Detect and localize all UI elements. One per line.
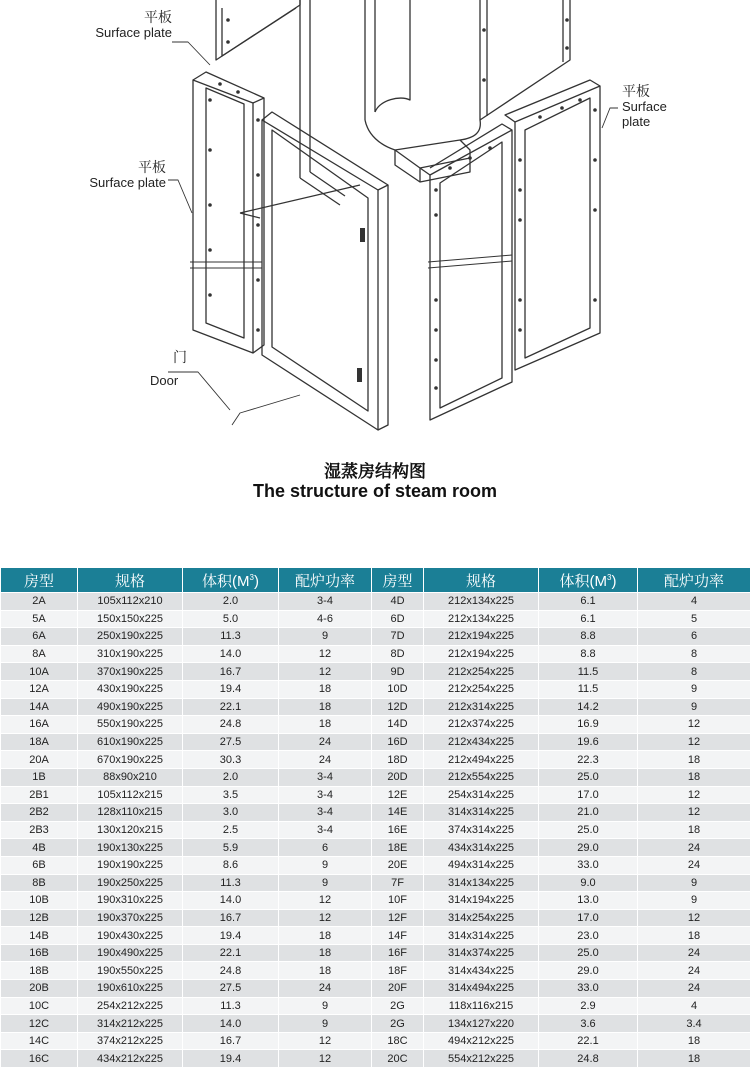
cell-room-type: 4B <box>1 839 77 856</box>
cell-heater-power: 18 <box>279 945 371 962</box>
cell-size: 254x314x225 <box>424 787 538 804</box>
cell-volume: 19.4 <box>183 927 278 944</box>
cell-room-type: 20C <box>372 1050 423 1067</box>
table-row <box>1 681 750 698</box>
exploded-view-drawing <box>0 0 750 450</box>
cell-heater-power: 18 <box>279 927 371 944</box>
cell-heater-power: 6 <box>638 628 750 645</box>
cell-volume: 2.5 <box>183 822 278 839</box>
table-row <box>1 646 750 663</box>
cell-volume: 6.1 <box>539 611 637 628</box>
cell-size: 212x194x225 <box>424 646 538 663</box>
table-row <box>1 716 750 733</box>
cell-volume: 29.0 <box>539 839 637 856</box>
cell-heater-power: 4-6 <box>279 611 371 628</box>
table-row <box>1 910 750 927</box>
cell-size: 212x314x225 <box>424 699 538 716</box>
cell-room-type: 16D <box>372 734 423 751</box>
cell-room-type: 8D <box>372 646 423 663</box>
cell-heater-power: 3-4 <box>279 593 371 610</box>
cell-size: 212x254x225 <box>424 681 538 698</box>
cell-size: 494x212x225 <box>424 1033 538 1050</box>
cell-heater-power: 4 <box>638 998 750 1015</box>
cell-heater-power: 24 <box>638 962 750 979</box>
cell-volume: 14.2 <box>539 699 637 716</box>
table-row <box>1 927 750 944</box>
table-row <box>1 998 750 1015</box>
table-row <box>1 769 750 786</box>
header-size: 规格 <box>78 568 182 592</box>
cell-room-type: 12F <box>372 910 423 927</box>
cell-heater-power: 4 <box>638 593 750 610</box>
cell-room-type: 6D <box>372 611 423 628</box>
cell-heater-power: 3-4 <box>279 822 371 839</box>
cell-room-type: 16C <box>1 1050 77 1067</box>
cell-room-type: 18F <box>372 962 423 979</box>
cell-size: 370x190x225 <box>78 663 182 680</box>
cell-heater-power: 18 <box>638 927 750 944</box>
cell-heater-power: 9 <box>638 892 750 909</box>
cell-heater-power: 5 <box>638 611 750 628</box>
cell-heater-power: 3.4 <box>638 1015 750 1032</box>
label-en-line2: plate <box>622 114 651 129</box>
cell-room-type: 7D <box>372 628 423 645</box>
cell-volume: 25.0 <box>539 945 637 962</box>
cell-heater-power: 12 <box>279 892 371 909</box>
cell-volume: 29.0 <box>539 962 637 979</box>
table-row <box>1 734 750 751</box>
cell-size: 434x314x225 <box>424 839 538 856</box>
cell-volume: 19.6 <box>539 734 637 751</box>
cell-size: 314x314x225 <box>424 804 538 821</box>
cell-room-type: 16B <box>1 945 77 962</box>
cell-size: 190x370x225 <box>78 910 182 927</box>
cell-room-type: 2A <box>1 593 77 610</box>
cell-size: 212x374x225 <box>424 716 538 733</box>
cell-room-type: 2B3 <box>1 822 77 839</box>
cell-size: 314x374x225 <box>424 945 538 962</box>
cell-volume: 8.8 <box>539 628 637 645</box>
table-row <box>1 628 750 645</box>
cell-room-type: 20F <box>372 980 423 997</box>
cell-volume: 25.0 <box>539 769 637 786</box>
cell-size: 212x134x225 <box>424 611 538 628</box>
cell-size: 118x116x215 <box>424 998 538 1015</box>
cell-volume: 3.5 <box>183 787 278 804</box>
cell-room-type: 10A <box>1 663 77 680</box>
caption-chinese: 湿蒸房结构图 <box>324 462 426 481</box>
cell-heater-power: 3-4 <box>279 769 371 786</box>
cell-heater-power: 18 <box>279 681 371 698</box>
cell-heater-power: 18 <box>638 769 750 786</box>
cell-size: 610x190x225 <box>78 734 182 751</box>
cell-size: 150x150x225 <box>78 611 182 628</box>
cell-volume: 14.0 <box>183 646 278 663</box>
cell-room-type: 10C <box>1 998 77 1015</box>
cell-volume: 11.3 <box>183 628 278 645</box>
table-row <box>1 663 750 680</box>
cell-volume: 24.8 <box>183 962 278 979</box>
label-cn: 平板 <box>622 83 650 99</box>
cell-room-type: 14E <box>372 804 423 821</box>
cell-room-type: 18B <box>1 962 77 979</box>
cell-volume: 9.0 <box>539 875 637 892</box>
label-surface-plate-top <box>84 10 172 40</box>
cell-volume: 19.4 <box>183 1050 278 1067</box>
cell-size: 254x212x225 <box>78 998 182 1015</box>
cell-volume: 16.7 <box>183 663 278 680</box>
cell-room-type: 20E <box>372 857 423 874</box>
cell-heater-power: 12 <box>638 734 750 751</box>
cell-room-type: 18A <box>1 734 77 751</box>
table-row <box>1 1015 750 1032</box>
cell-room-type: 12C <box>1 1015 77 1032</box>
cell-volume: 23.0 <box>539 927 637 944</box>
cell-room-type: 18E <box>372 839 423 856</box>
cell-size: 105x112x210 <box>78 593 182 610</box>
cell-room-type: 14B <box>1 927 77 944</box>
cell-size: 190x610x225 <box>78 980 182 997</box>
cell-room-type: 20D <box>372 769 423 786</box>
cell-volume: 3.0 <box>183 804 278 821</box>
cell-volume: 22.1 <box>183 945 278 962</box>
cell-heater-power: 12 <box>638 910 750 927</box>
cell-room-type: 20B <box>1 980 77 997</box>
label-cn: 平板 <box>144 9 172 25</box>
cell-size: 314x194x225 <box>424 892 538 909</box>
cell-room-type: 16A <box>1 716 77 733</box>
cell-room-type: 2G <box>372 1015 423 1032</box>
cell-heater-power: 12 <box>638 804 750 821</box>
cell-room-type: 1B <box>1 769 77 786</box>
cell-room-type: 14D <box>372 716 423 733</box>
cell-heater-power: 18 <box>638 751 750 768</box>
cell-room-type: 8A <box>1 646 77 663</box>
cell-room-type: 2G <box>372 998 423 1015</box>
cell-size: 374x212x225 <box>78 1033 182 1050</box>
cell-volume: 24.8 <box>183 716 278 733</box>
cell-room-type: 9D <box>372 663 423 680</box>
cell-volume: 33.0 <box>539 857 637 874</box>
header-volume-text: 体积(M <box>559 572 608 590</box>
cell-heater-power: 9 <box>638 875 750 892</box>
cell-heater-power: 12 <box>638 787 750 804</box>
cell-volume: 5.0 <box>183 611 278 628</box>
cell-size: 550x190x225 <box>78 716 182 733</box>
cell-volume: 11.5 <box>539 663 637 680</box>
header-volume-sup: 3 <box>249 572 254 582</box>
cell-heater-power: 9 <box>279 628 371 645</box>
cell-volume: 3.6 <box>539 1015 637 1032</box>
cell-size: 134x127x220 <box>424 1015 538 1032</box>
table-row <box>1 751 750 768</box>
cell-heater-power: 24 <box>279 751 371 768</box>
cell-room-type: 16E <box>372 822 423 839</box>
cell-room-type: 12A <box>1 681 77 698</box>
cell-size: 190x310x225 <box>78 892 182 909</box>
label-surface-plate-right <box>622 84 667 129</box>
cell-room-type: 14C <box>1 1033 77 1050</box>
header-volume-sup: 3 <box>607 572 612 582</box>
cell-heater-power: 24 <box>638 945 750 962</box>
cell-heater-power: 9 <box>279 998 371 1015</box>
cell-volume: 17.0 <box>539 910 637 927</box>
table-row <box>1 892 750 909</box>
cell-room-type: 14F <box>372 927 423 944</box>
steam-room-structure-diagram <box>0 0 750 520</box>
cell-heater-power: 9 <box>279 857 371 874</box>
cell-size: 212x554x225 <box>424 769 538 786</box>
cell-volume: 21.0 <box>539 804 637 821</box>
cell-volume: 6.1 <box>539 593 637 610</box>
cell-size: 88x90x210 <box>78 769 182 786</box>
cell-size: 105x112x215 <box>78 787 182 804</box>
cell-size: 212x194x225 <box>424 628 538 645</box>
cell-volume: 22.1 <box>539 1033 637 1050</box>
cell-room-type: 12D <box>372 699 423 716</box>
cell-volume: 11.5 <box>539 681 637 698</box>
cell-volume: 30.3 <box>183 751 278 768</box>
cell-room-type: 5A <box>1 611 77 628</box>
cell-volume: 2.0 <box>183 593 278 610</box>
cell-volume: 14.0 <box>183 892 278 909</box>
cell-heater-power: 24 <box>279 734 371 751</box>
cell-size: 190x190x225 <box>78 857 182 874</box>
cell-heater-power: 12 <box>279 1050 371 1067</box>
cell-volume: 22.1 <box>183 699 278 716</box>
cell-heater-power: 12 <box>279 910 371 927</box>
cell-size: 314x254x225 <box>424 910 538 927</box>
cell-room-type: 6A <box>1 628 77 645</box>
label-en: Surface plate <box>95 25 172 40</box>
cell-heater-power: 18 <box>638 1050 750 1067</box>
table-row <box>1 839 750 856</box>
cell-volume: 24.8 <box>539 1050 637 1067</box>
cell-heater-power: 24 <box>638 839 750 856</box>
table-row <box>1 980 750 997</box>
table-row <box>1 1033 750 1050</box>
cell-heater-power: 24 <box>638 857 750 874</box>
cell-size: 190x250x225 <box>78 875 182 892</box>
cell-size: 374x314x225 <box>424 822 538 839</box>
cell-size: 434x212x225 <box>78 1050 182 1067</box>
cell-heater-power: 12 <box>638 716 750 733</box>
cell-room-type: 10F <box>372 892 423 909</box>
cell-room-type: 12E <box>372 787 423 804</box>
table-row <box>1 787 750 804</box>
cell-size: 212x134x225 <box>424 593 538 610</box>
cell-volume: 27.5 <box>183 734 278 751</box>
label-cn: 平板 <box>138 159 166 175</box>
cell-room-type: 16F <box>372 945 423 962</box>
cell-size: 494x314x225 <box>424 857 538 874</box>
cell-heater-power: 12 <box>279 646 371 663</box>
cell-volume: 14.0 <box>183 1015 278 1032</box>
cell-volume: 8.6 <box>183 857 278 874</box>
cell-room-type: 20A <box>1 751 77 768</box>
cell-volume: 2.0 <box>183 769 278 786</box>
cell-volume: 11.3 <box>183 875 278 892</box>
label-surface-plate-left <box>76 160 166 190</box>
cell-room-type: 8B <box>1 875 77 892</box>
label-door <box>160 350 200 365</box>
door-hinges <box>357 228 365 382</box>
cell-size: 190x490x225 <box>78 945 182 962</box>
cell-heater-power: 24 <box>279 980 371 997</box>
cell-room-type: 6B <box>1 857 77 874</box>
header-volume-text: 体积(M <box>202 572 250 590</box>
cell-size: 212x254x225 <box>424 663 538 680</box>
cell-volume: 11.3 <box>183 998 278 1015</box>
cell-room-type: 10D <box>372 681 423 698</box>
table-row <box>1 1050 750 1067</box>
cell-heater-power: 8 <box>638 663 750 680</box>
cell-heater-power: 24 <box>638 980 750 997</box>
caption-english: The structure of steam room <box>252 481 498 501</box>
cell-volume: 22.3 <box>539 751 637 768</box>
header-room-type-2: 房型 <box>372 568 423 592</box>
table-row <box>1 822 750 839</box>
cell-size: 554x212x225 <box>424 1050 538 1067</box>
cell-heater-power: 9 <box>638 699 750 716</box>
cell-heater-power: 12 <box>279 663 371 680</box>
cell-size: 190x130x225 <box>78 839 182 856</box>
header-room-type: 房型 <box>1 568 77 592</box>
cell-volume: 16.9 <box>539 716 637 733</box>
cell-room-type: 18D <box>372 751 423 768</box>
cell-room-type: 2B1 <box>1 787 77 804</box>
cell-heater-power: 3-4 <box>279 804 371 821</box>
cell-size: 490x190x225 <box>78 699 182 716</box>
cell-size: 310x190x225 <box>78 646 182 663</box>
cell-heater-power: 8 <box>638 646 750 663</box>
cell-volume: 13.0 <box>539 892 637 909</box>
cell-size: 212x434x225 <box>424 734 538 751</box>
cell-heater-power: 3-4 <box>279 787 371 804</box>
table-row <box>1 962 750 979</box>
cell-size: 212x494x225 <box>424 751 538 768</box>
cell-size: 250x190x225 <box>78 628 182 645</box>
cell-size: 314x134x225 <box>424 875 538 892</box>
header-size-2: 规格 <box>424 568 538 592</box>
cell-size: 190x430x225 <box>78 927 182 944</box>
cell-size: 128x110x215 <box>78 804 182 821</box>
cell-heater-power: 18 <box>638 1033 750 1050</box>
cell-heater-power: 18 <box>279 699 371 716</box>
cell-room-type: 18C <box>372 1033 423 1050</box>
label-en-line1: Surface <box>622 99 667 114</box>
cell-volume: 27.5 <box>183 980 278 997</box>
cell-size: 314x434x225 <box>424 962 538 979</box>
cell-room-type: 7F <box>372 875 423 892</box>
cell-room-type: 12B <box>1 910 77 927</box>
cell-room-type: 4D <box>372 593 423 610</box>
cell-heater-power: 6 <box>279 839 371 856</box>
cell-size: 670x190x225 <box>78 751 182 768</box>
label-en: Surface plate <box>89 175 166 190</box>
cell-volume: 5.9 <box>183 839 278 856</box>
cell-heater-power: 9 <box>279 875 371 892</box>
cell-size: 190x550x225 <box>78 962 182 979</box>
cell-volume: 2.9 <box>539 998 637 1015</box>
cell-heater-power: 18 <box>638 822 750 839</box>
header-volume-2: 体积$(M^3)$ <box>539 568 637 592</box>
cell-size: 314x314x225 <box>424 927 538 944</box>
table-row <box>1 857 750 874</box>
cell-volume: 33.0 <box>539 980 637 997</box>
label-door-en <box>150 373 178 388</box>
cell-volume: 8.8 <box>539 646 637 663</box>
label-cn: 门 <box>173 349 187 365</box>
cell-heater-power: 12 <box>279 1033 371 1050</box>
table-row <box>1 945 750 962</box>
cell-room-type: 2B2 <box>1 804 77 821</box>
label-en: Door <box>150 373 179 388</box>
cell-volume: 16.7 <box>183 910 278 927</box>
room-spec-table <box>0 567 750 1068</box>
header-heater-power-2: 配炉功率 <box>638 568 750 592</box>
table-row <box>1 804 750 821</box>
cell-volume: 17.0 <box>539 787 637 804</box>
cell-heater-power: 9 <box>279 1015 371 1032</box>
cell-size: 130x120x215 <box>78 822 182 839</box>
cell-heater-power: 18 <box>279 716 371 733</box>
table-header-row <box>1 568 750 592</box>
table-row <box>1 875 750 892</box>
cell-size: 430x190x225 <box>78 681 182 698</box>
cell-size: 314x212x225 <box>78 1015 182 1032</box>
cell-room-type: 10B <box>1 892 77 909</box>
header-heater-power: 配炉功率 <box>279 568 371 592</box>
table-row <box>1 593 750 610</box>
table-row <box>1 611 750 628</box>
cell-heater-power: 9 <box>638 681 750 698</box>
cell-volume: 19.4 <box>183 681 278 698</box>
cell-heater-power: 18 <box>279 962 371 979</box>
cell-volume: 25.0 <box>539 822 637 839</box>
cell-volume: 16.7 <box>183 1033 278 1050</box>
table-row <box>1 699 750 716</box>
bolt-holes <box>208 18 597 390</box>
header-volume: 体积$(M^3)$ <box>183 568 278 592</box>
cell-size: 314x494x225 <box>424 980 538 997</box>
cell-room-type: 14A <box>1 699 77 716</box>
